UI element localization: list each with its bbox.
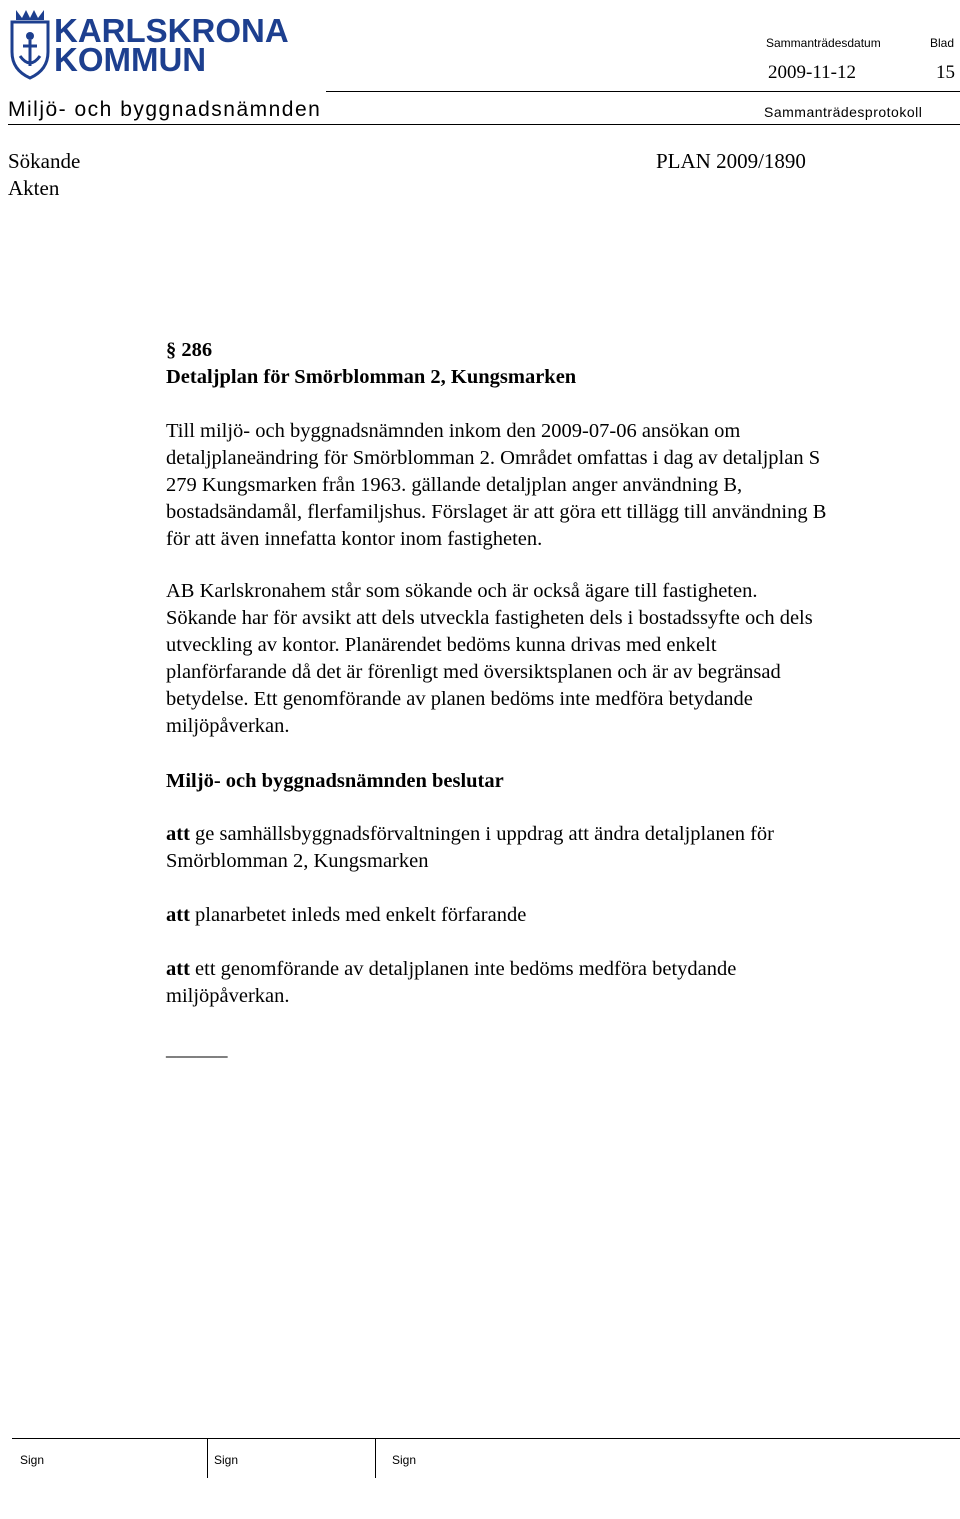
recipient-applicant: Sökande [8, 149, 81, 173]
decision-item [166, 902, 926, 929]
end-mark: ______ [166, 1038, 228, 1060]
paragraph-line: AB Karlskronahem står som sökande och är också ägare till fastigheten. [166, 580, 758, 602]
case-number: PLAN 2009/1890 [656, 149, 806, 173]
paragraph-line: Sökande har för avsikt att dels utveckla fastigheten dels i bostadssyfte och dels [166, 607, 813, 629]
paragraph-line: utveckling av kontor. Planärendet bedöms kunna drivas med enkelt [166, 634, 717, 656]
signature-divider [207, 1438, 208, 1478]
meeting-date: 2009-11-12 [768, 62, 856, 83]
decision-text: ge samhällsbyggnadsförvaltningen i uppdrag att ändra detaljplanen för [189, 823, 774, 845]
committee-rule [8, 124, 960, 125]
decision-heading: Miljö- och byggnadsnämnden beslutar [166, 770, 504, 792]
decision-text: planarbetet inleds med enkelt förfarande [189, 904, 527, 926]
item-title: Detaljplan för Smörblomman 2, Kungsmarken [166, 366, 577, 388]
org-name-line1: KARLSKRONA [54, 12, 289, 49]
decision-item [166, 956, 926, 1010]
decision-text-continued: Smörblomman 2, Kungsmarken [166, 850, 429, 872]
signature-label: Sign [392, 1453, 417, 1467]
committee-name: Miljö- och byggnadsnämnden [8, 98, 322, 121]
page-label: Blad [930, 36, 955, 50]
kommun-logo [8, 6, 308, 82]
signature-row [12, 1438, 960, 1479]
paragraph-line: betydelse. Ett genomförande av planen bedöms inte medföra betydande [166, 688, 753, 710]
decision-keyword: att [166, 904, 190, 926]
page-number: 15 [936, 62, 955, 83]
decision-keyword: att [166, 823, 190, 845]
document-type: Sammanträdesprotokoll [764, 104, 923, 120]
decision-text: ett genomförande av detaljplanen inte bedöms medföra betydande [189, 958, 737, 980]
decision-item [166, 821, 926, 875]
signature-label: Sign [20, 1453, 45, 1467]
paragraph-line: Till miljö- och byggnadsnämnden inkom den 2009-07-06 ansökan om [166, 420, 741, 442]
signature-divider [375, 1438, 376, 1478]
recipient-file: Akten [8, 176, 60, 200]
paragraph-line: planförfarande då det är förenligt med översiktsplanen och är av begränsad [166, 661, 781, 683]
paragraph-line: bostadsändamål, flerfamiljshus. Förslaget är att göra ett tillägg till användning B [166, 501, 827, 523]
date-label: Sammanträdesdatum [766, 36, 881, 50]
decision-text-continued: miljöpåverkan. [166, 985, 290, 1007]
signature-label: Sign [214, 1453, 239, 1467]
paragraph-assessment [166, 578, 926, 740]
decision-keyword: att [166, 958, 190, 980]
section-number: § 286 [166, 339, 213, 361]
paragraph-line: miljöpåverkan. [166, 715, 290, 737]
org-name-line2: KOMMUN [54, 41, 207, 78]
header-rule [326, 91, 960, 92]
karlskrona-coat-of-arms-icon [8, 6, 52, 80]
paragraph-line: detaljplaneändring för Smörblomman 2. Området omfattas i dag av detaljplan S [166, 447, 821, 469]
paragraph-line: för att även innefatta kontor inom fastigheten. [166, 528, 543, 550]
paragraph-background [166, 418, 926, 553]
paragraph-line: 279 Kungsmarken från 1963. gällande detaljplan anger användning B, [166, 474, 743, 496]
